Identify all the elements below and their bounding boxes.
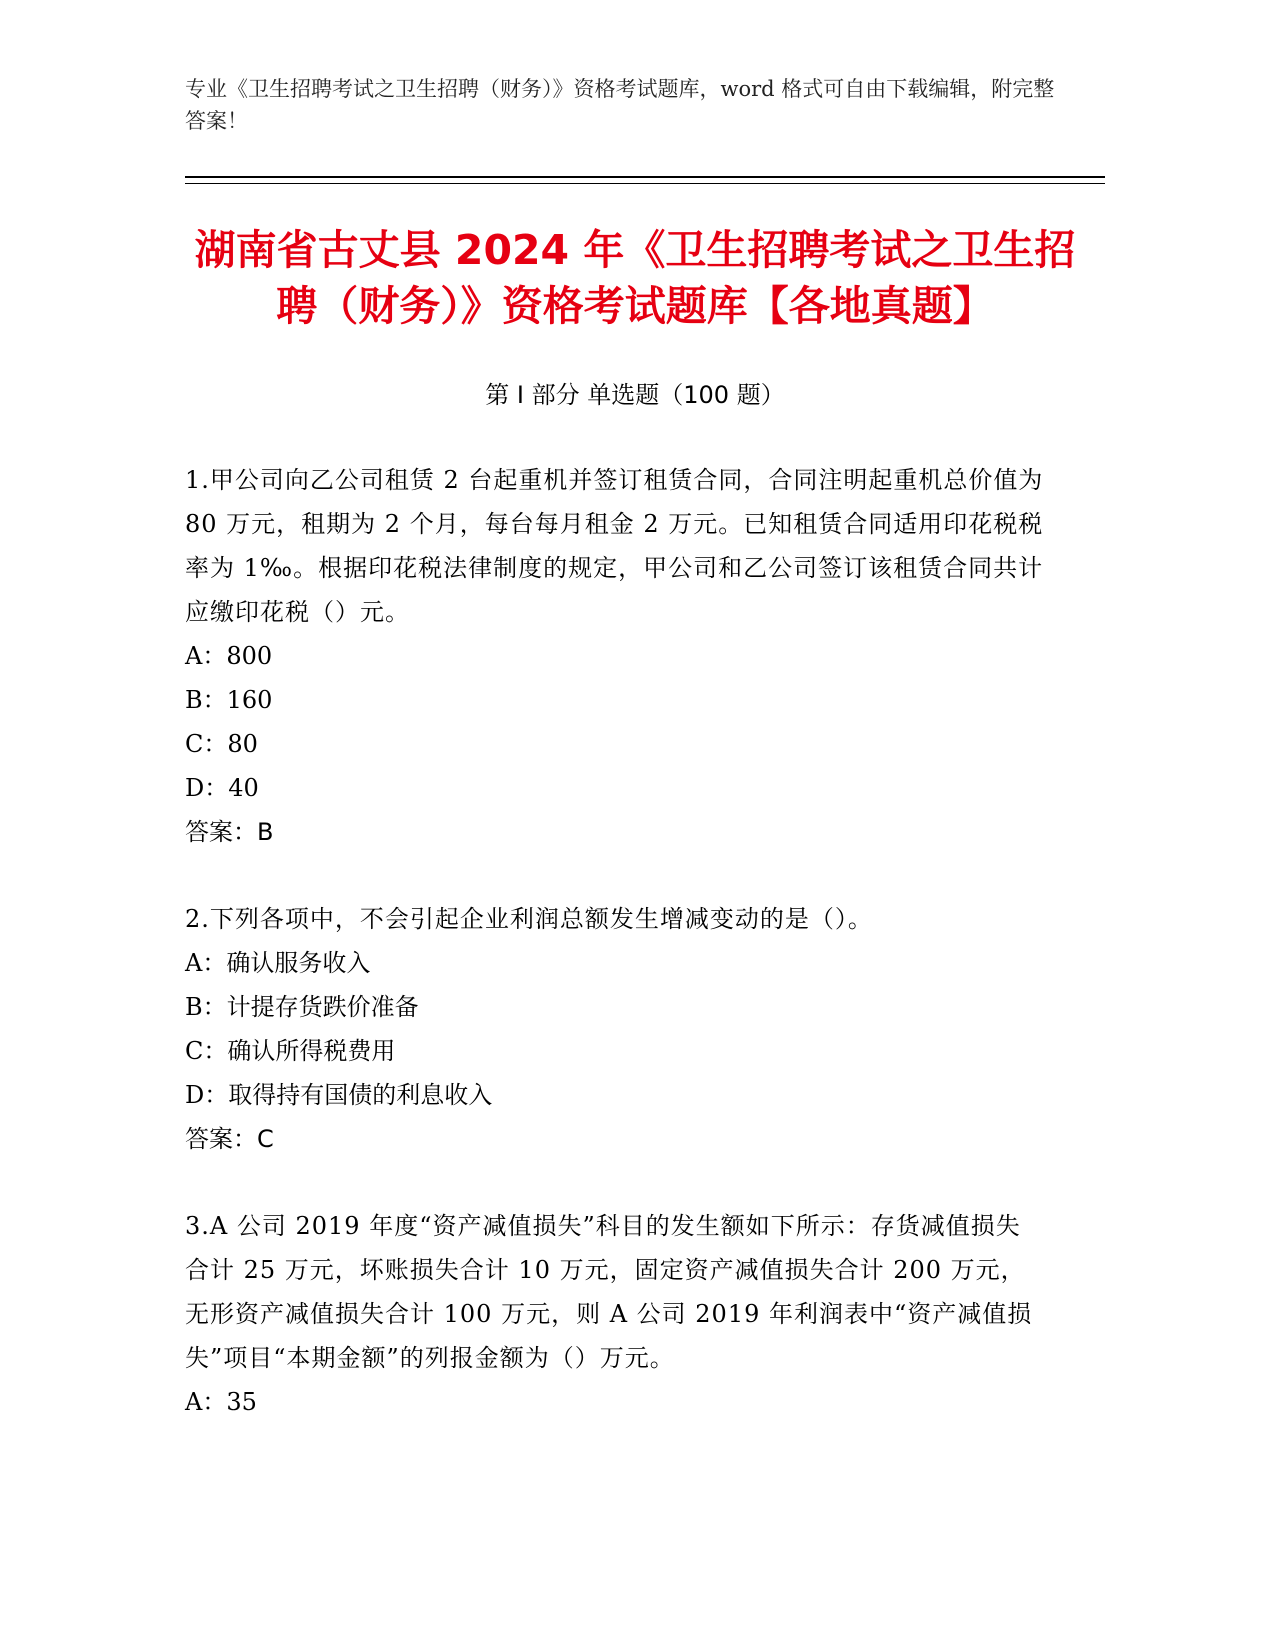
question-3 bbox=[185, 1204, 1045, 1424]
option-b: B：160 bbox=[185, 686, 273, 714]
question-2 bbox=[185, 897, 1045, 1161]
option-d: D：40 bbox=[185, 774, 259, 802]
option-c: C：80 bbox=[185, 730, 258, 758]
answer-line: 答案：C bbox=[185, 1125, 274, 1153]
question-stem: 1.甲公司向乙公司租赁 2 台起重机并签订租赁合同，合同注明起重机总价值为 80 万元，租期为 2 个月，每台每月租金 2 万元。已知租赁合同适用印花税税率为 1‰。根据印花税法律制度的规定，甲公司和乙公司签订该租赁合同共计应缴印花税（）元。 bbox=[185, 466, 1044, 626]
option-a: A：35 bbox=[185, 1388, 257, 1416]
option-c: C：确认所得税费用 bbox=[185, 1037, 396, 1065]
option-b: B：计提存货跌价准备 bbox=[185, 993, 419, 1021]
question-1 bbox=[185, 458, 1045, 854]
header-rule-thin bbox=[185, 183, 1105, 184]
question-stem: 2.下列各项中，不会引起企业利润总额发生增减变动的是（）。 bbox=[185, 905, 873, 933]
section-title: 第 I 部分 单选题（100 题） bbox=[485, 381, 785, 409]
option-a: A：确认服务收入 bbox=[185, 949, 371, 977]
header-note: 专业《卫生招聘考试之卫生招聘（财务）》资格考试题库，word 格式可自由下载编辑，附完整答案！ bbox=[185, 77, 1055, 133]
question-list bbox=[185, 458, 1045, 1467]
option-d: D：取得持有国债的利息收入 bbox=[185, 1081, 493, 1109]
question-stem: 3.A 公司 2019 年度“资产减值损失”科目的发生额如下所示：存货减值损失合计 25 万元，坏账损失合计 10 万元，固定资产减值损失合计 200 万元，无形资产减值损失合计 100 万元，则 A 公司 2019 年利润表中“资产减值损失”项目“本期金额”的列报金额为（）万元。 bbox=[185, 1212, 1033, 1372]
document-title: 湖南省古丈县 2024 年《卫生招聘考试之卫生招聘（财务）》资格考试题库【各地真题】 bbox=[194, 226, 1076, 330]
answer-line: 答案：B bbox=[185, 818, 274, 846]
option-a: A：800 bbox=[185, 642, 273, 670]
header-rule-thick bbox=[185, 176, 1105, 178]
